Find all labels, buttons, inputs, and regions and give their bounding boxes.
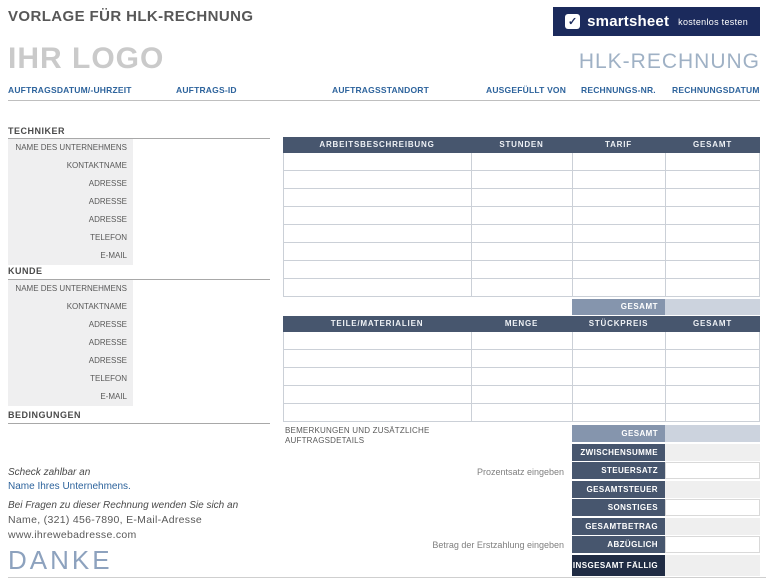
- table-cell[interactable]: [666, 207, 760, 225]
- parts-table: [283, 316, 760, 422]
- totals-value[interactable]: [665, 536, 760, 553]
- table-cell[interactable]: [666, 279, 760, 297]
- smartsheet-brand-label: smartsheet: [587, 13, 670, 30]
- totals-row: [572, 444, 760, 461]
- table-cell[interactable]: [666, 243, 760, 261]
- contact-field-row: [8, 211, 270, 229]
- table-cell[interactable]: [573, 386, 666, 404]
- job-info-label: AUFTRAGSSTANDORT: [332, 85, 430, 95]
- field-label: ADRESSE: [8, 334, 133, 352]
- table-cell[interactable]: [284, 368, 472, 386]
- totals-value[interactable]: [665, 462, 760, 479]
- field-input[interactable]: [133, 352, 270, 370]
- field-input[interactable]: [133, 139, 270, 157]
- job-info-label: RECHNUNGSDATUM: [672, 85, 760, 95]
- table-cell[interactable]: [284, 243, 472, 261]
- table-cell[interactable]: [472, 386, 573, 404]
- totals-row: [572, 425, 760, 442]
- table-cell[interactable]: [573, 153, 666, 171]
- table-row: [284, 332, 760, 350]
- field-input[interactable]: [133, 280, 270, 298]
- field-label: E-MAIL: [8, 247, 133, 265]
- totals-value[interactable]: [665, 425, 760, 442]
- field-label: KONTAKTNAME: [8, 157, 133, 175]
- table-cell[interactable]: [284, 404, 472, 422]
- field-label: NAME DES UNTERNEHMENS: [8, 280, 133, 298]
- totals-label: SONSTIGES: [572, 499, 665, 516]
- table-row: [284, 189, 760, 207]
- labor-subtotal-row: [572, 299, 760, 315]
- totals-label: ABZÜGLICH: [572, 536, 665, 553]
- field-input[interactable]: [133, 211, 270, 229]
- table-row: [284, 368, 760, 386]
- table-cell[interactable]: [573, 350, 666, 368]
- column-header: ARBEITSBESCHREIBUNG: [319, 140, 435, 149]
- table-cell[interactable]: [573, 171, 666, 189]
- table-cell[interactable]: [472, 368, 573, 386]
- job-info-label: AUFTRAGSDATUM/-UHRZEIT: [8, 85, 132, 95]
- totals-value[interactable]: [665, 444, 760, 461]
- table-cell[interactable]: [284, 386, 472, 404]
- technician-section-title: TECHNIKER: [8, 126, 66, 136]
- table-row: [284, 207, 760, 225]
- questions-intro: Bei Fragen zu dieser Rechnung wenden Sie sich an: [8, 500, 239, 511]
- table-row: [284, 404, 760, 422]
- table-cell[interactable]: [573, 368, 666, 386]
- table-cell[interactable]: [666, 153, 760, 171]
- table-cell[interactable]: [472, 332, 573, 350]
- field-label: NAME DES UNTERNEHMENS: [8, 139, 133, 157]
- table-body: [283, 332, 760, 422]
- table-row: [284, 243, 760, 261]
- table-cell[interactable]: [472, 171, 573, 189]
- pay-to-company-link[interactable]: Name Ihres Unternehmens.: [8, 481, 131, 492]
- table-cell[interactable]: [472, 261, 573, 279]
- table-cell[interactable]: [284, 225, 472, 243]
- table-cell[interactable]: [573, 207, 666, 225]
- totals-label: INSGESAMT FÄLLIG: [572, 555, 665, 577]
- totals-label: ZWISCHENSUMME: [572, 444, 665, 461]
- table-cell[interactable]: [472, 225, 573, 243]
- notes-label: BEMERKUNGEN UND ZUSÄTZLICHE AUFTRAGSDETAILS: [285, 426, 430, 445]
- column-header: GESAMT: [692, 319, 733, 328]
- deposit-hint: Betrag der Erstzahlung eingeben: [432, 540, 564, 550]
- table-cell[interactable]: [666, 350, 760, 368]
- contact-field-row: [8, 247, 270, 265]
- job-info-label: RECHNUNGS-NR.: [581, 85, 656, 95]
- field-label: E-MAIL: [8, 388, 133, 406]
- field-label: ADRESSE: [8, 193, 133, 211]
- terms-input-area[interactable]: [8, 424, 270, 464]
- totals-value[interactable]: [665, 499, 760, 516]
- contact-field-row: [8, 193, 270, 211]
- field-input[interactable]: [133, 175, 270, 193]
- customer-fields: [8, 280, 270, 406]
- contact-line: Name, (321) 456-7890, E-Mail-Adresse: [8, 514, 203, 526]
- field-label: ADRESSE: [8, 211, 133, 229]
- table-cell[interactable]: [472, 279, 573, 297]
- page-title: VORLAGE FÜR HLK-RECHNUNG: [8, 8, 254, 25]
- field-input[interactable]: [133, 388, 270, 406]
- field-label: ADRESSE: [8, 175, 133, 193]
- table-row: [284, 261, 760, 279]
- contact-field-row: [8, 157, 270, 175]
- logo-placeholder: IHR LOGO: [8, 42, 165, 75]
- table-cell[interactable]: [666, 404, 760, 422]
- column-header: TEILE/MATERIALIEN: [330, 319, 424, 328]
- field-label: TELEFON: [8, 229, 133, 247]
- contact-field-row: [8, 316, 270, 334]
- field-input[interactable]: [133, 334, 270, 352]
- technician-fields: [8, 139, 270, 265]
- table-header-row: [283, 316, 760, 332]
- labor-table: [283, 137, 760, 297]
- column-header: GESAMT: [692, 140, 733, 149]
- contact-field-row: [8, 298, 270, 316]
- smartsheet-cta-label: kostenlos testen: [678, 16, 748, 27]
- smartsheet-logo-icon: ✓: [565, 14, 580, 29]
- field-label: ADRESSE: [8, 316, 133, 334]
- table-cell[interactable]: [284, 171, 472, 189]
- contact-field-row: [8, 352, 270, 370]
- contact-field-row: [8, 229, 270, 247]
- contact-field-row: [8, 370, 270, 388]
- table-cell[interactable]: [284, 153, 472, 171]
- table-cell[interactable]: [573, 332, 666, 350]
- contact-field-row: [8, 334, 270, 352]
- table-row: [284, 279, 760, 297]
- table-cell[interactable]: [472, 350, 573, 368]
- pay-to-intro: Scheck zahlbar an: [8, 467, 91, 478]
- field-input[interactable]: [133, 229, 270, 247]
- field-label: ADRESSE: [8, 352, 133, 370]
- table-cell[interactable]: [284, 350, 472, 368]
- contact-field-row: [8, 388, 270, 406]
- contact-field-row: [8, 175, 270, 193]
- tax-rate-hint: Prozentsatz eingeben: [476, 467, 564, 477]
- totals-value[interactable]: [665, 481, 760, 498]
- field-label: KONTAKTNAME: [8, 298, 133, 316]
- table-cell[interactable]: [472, 207, 573, 225]
- totals-row: [572, 481, 760, 498]
- table-body: [283, 153, 760, 297]
- contact-field-row: [8, 139, 270, 157]
- table-header-row: [283, 137, 760, 153]
- table-cell[interactable]: [472, 189, 573, 207]
- table-cell[interactable]: [284, 279, 472, 297]
- table-cell[interactable]: [666, 368, 760, 386]
- table-cell[interactable]: [666, 386, 760, 404]
- table-row: [284, 171, 760, 189]
- table-cell[interactable]: [284, 189, 472, 207]
- totals-label: GESAMTSTEUER: [572, 481, 665, 498]
- customer-section-title: KUNDE: [8, 266, 43, 276]
- terms-section-title: BEDINGUNGEN: [8, 410, 82, 420]
- totals-label: STEUERSATZ: [572, 462, 665, 479]
- totals-row: [572, 518, 760, 535]
- table-cell[interactable]: [573, 189, 666, 207]
- totals-table: [572, 425, 760, 576]
- column-header: TARIF: [605, 140, 632, 149]
- field-input[interactable]: [133, 247, 270, 265]
- table-cell[interactable]: [666, 171, 760, 189]
- table-cell[interactable]: [284, 261, 472, 279]
- table-cell[interactable]: [573, 279, 666, 297]
- job-info-row: [0, 85, 766, 97]
- table-cell[interactable]: [284, 207, 472, 225]
- bottom-divider: [8, 577, 766, 578]
- table-row: [284, 350, 760, 368]
- totals-label: GESAMTBETRAG: [572, 518, 665, 535]
- table-cell[interactable]: [573, 243, 666, 261]
- column-header: MENGE: [504, 319, 539, 328]
- field-input[interactable]: [133, 316, 270, 334]
- totals-value[interactable]: [665, 555, 760, 577]
- thank-you-text: DANKE: [8, 545, 113, 575]
- smartsheet-cta-button[interactable]: [553, 7, 760, 36]
- totals-row: [572, 536, 760, 553]
- field-input[interactable]: [133, 370, 270, 388]
- totals-row: [572, 555, 760, 577]
- job-info-label: AUSGEFÜLLT VON: [486, 85, 567, 95]
- table-cell[interactable]: [573, 404, 666, 422]
- table-row: [284, 153, 760, 171]
- table-cell[interactable]: [666, 332, 760, 350]
- table-cell[interactable]: [573, 261, 666, 279]
- contact-field-row: [8, 280, 270, 298]
- job-info-divider: [8, 100, 760, 101]
- table-cell[interactable]: [666, 225, 760, 243]
- table-cell[interactable]: [666, 261, 760, 279]
- table-cell[interactable]: [284, 332, 472, 350]
- field-label: TELEFON: [8, 370, 133, 388]
- totals-row: [572, 462, 760, 479]
- table-row: [284, 225, 760, 243]
- table-cell[interactable]: [573, 225, 666, 243]
- totals-label: GESAMT: [572, 425, 665, 442]
- field-input[interactable]: [133, 298, 270, 316]
- labor-subtotal-label: GESAMT: [572, 299, 665, 315]
- table-cell[interactable]: [472, 404, 573, 422]
- totals-value[interactable]: [665, 518, 760, 535]
- labor-subtotal-value[interactable]: [665, 299, 760, 315]
- website-link[interactable]: www.ihrewebadresse.com: [8, 529, 137, 541]
- table-cell[interactable]: [666, 189, 760, 207]
- table-cell[interactable]: [472, 243, 573, 261]
- field-input[interactable]: [133, 157, 270, 175]
- totals-row: [572, 499, 760, 516]
- column-header: STÜCKPREIS: [588, 319, 649, 328]
- document-title: HLK-RECHNUNG: [578, 50, 760, 73]
- column-header: STUNDEN: [499, 140, 544, 149]
- job-info-label: AUFTRAGS-ID: [176, 85, 237, 95]
- table-cell[interactable]: [472, 153, 573, 171]
- field-input[interactable]: [133, 193, 270, 211]
- table-row: [284, 386, 760, 404]
